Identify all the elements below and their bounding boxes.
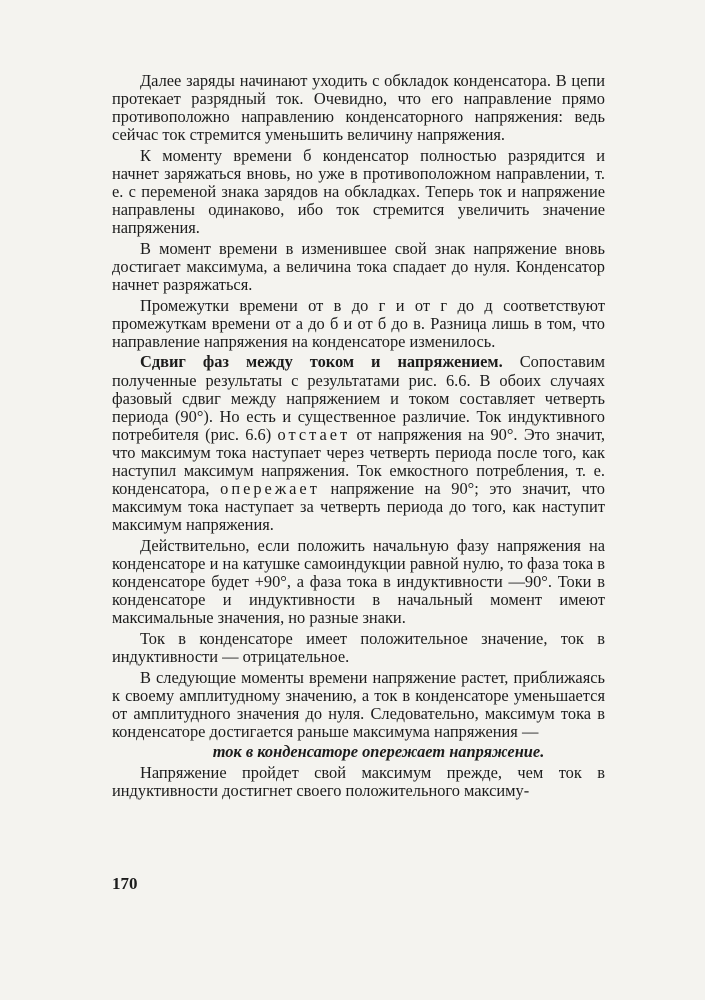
paragraph-moment-b: К моменту времени б конденсатор полностью разрядится и начнет заряжаться вновь, но уже в противоположном направлении, т. е. с переменой знака зарядов на обкладках. Теперь ток и напряжение направлены одинаково, ибо ток стремится увеличить значение напряжения. bbox=[112, 145, 605, 238]
emphasis-leads: опережает bbox=[220, 479, 320, 499]
phase-text-c: напряжение на 90°; это значит, что максимум тока наступает за четверть периода до того, как наступит максимум напряжения. bbox=[112, 479, 605, 535]
paragraph-phase-shift bbox=[112, 353, 605, 534]
paragraph-initial-phase: Действительно, если положить начальную фазу напряжения на конденсаторе и на катушке самоиндукции равной нулю, то фаза тока в конденсаторе будет +90°, а фаза тока в индуктивности —90°. Токи в конденсаторе и индуктивности в начальный момент имеют максимальные значения, но разные знаки. bbox=[112, 535, 605, 628]
paragraph-intervals: Промежутки времени от в до г и от г до д соответствуют промежуткам времени от а до б и от б до в. Разница лишь в том, что направление напряжения на конденсаторе изменилось. bbox=[112, 295, 605, 351]
phase-text-b: от напряжения на 90°. Это значит, что максимум тока наступает через четверть периода после того, как наступил максимум напряжения. Ток емкостного потребления, т. е. конденсатора, bbox=[112, 424, 605, 499]
paragraph-next-moments: В следующие моменты времени напряжение растет, приближаясь к своему амплитудному значению, а ток в конденсаторе уменьшается от амплитудного значения до нуля. Следовательно, максимум тока в конденсаторе достигается раньше максимума напряжения — bbox=[112, 667, 605, 741]
page-body bbox=[112, 72, 605, 800]
page-number: 170 bbox=[112, 874, 138, 893]
paragraph-moment-v: В момент времени в изменившее свой знак напряжение вновь достигает максимума, а величина тока спадает до нуля. Конденсатор начнет разряжаться. bbox=[112, 238, 605, 295]
paragraph-discharge: Далее заряды начинают уходить с обкладок конденсатора. В цепи протекает разрядный ток. Очевидно, что его направление прямо противоположно направлению конденсаторного напряжения: ведь сейчас ток стремится уменьшить величину напряжения. bbox=[112, 71, 605, 145]
emphasis-lags: отстает bbox=[277, 424, 351, 444]
paragraph-current-sign: Ток в конденсаторе имеет положительное значение, ток в индуктивности — отрицательное. bbox=[112, 628, 605, 666]
paragraph-voltage-max: Напряжение пройдет свой максимум прежде, чем ток в индуктивности достигнет своего положительного максиму- bbox=[112, 762, 605, 801]
section-heading: Сдвиг фаз между током и напряжением. bbox=[140, 352, 503, 372]
rule-statement: ток в конденсаторе опережает напряжение. bbox=[212, 742, 545, 762]
phase-text-a: Сопоставим полученные результаты с результатами рис. 6.6. В обоих случаях фазовый сдвиг между напряжением и током составляет четверть периода (90°). Но есть и существенное различие. Ток индуктивного потребителя (рис. 6.6) bbox=[112, 352, 605, 444]
